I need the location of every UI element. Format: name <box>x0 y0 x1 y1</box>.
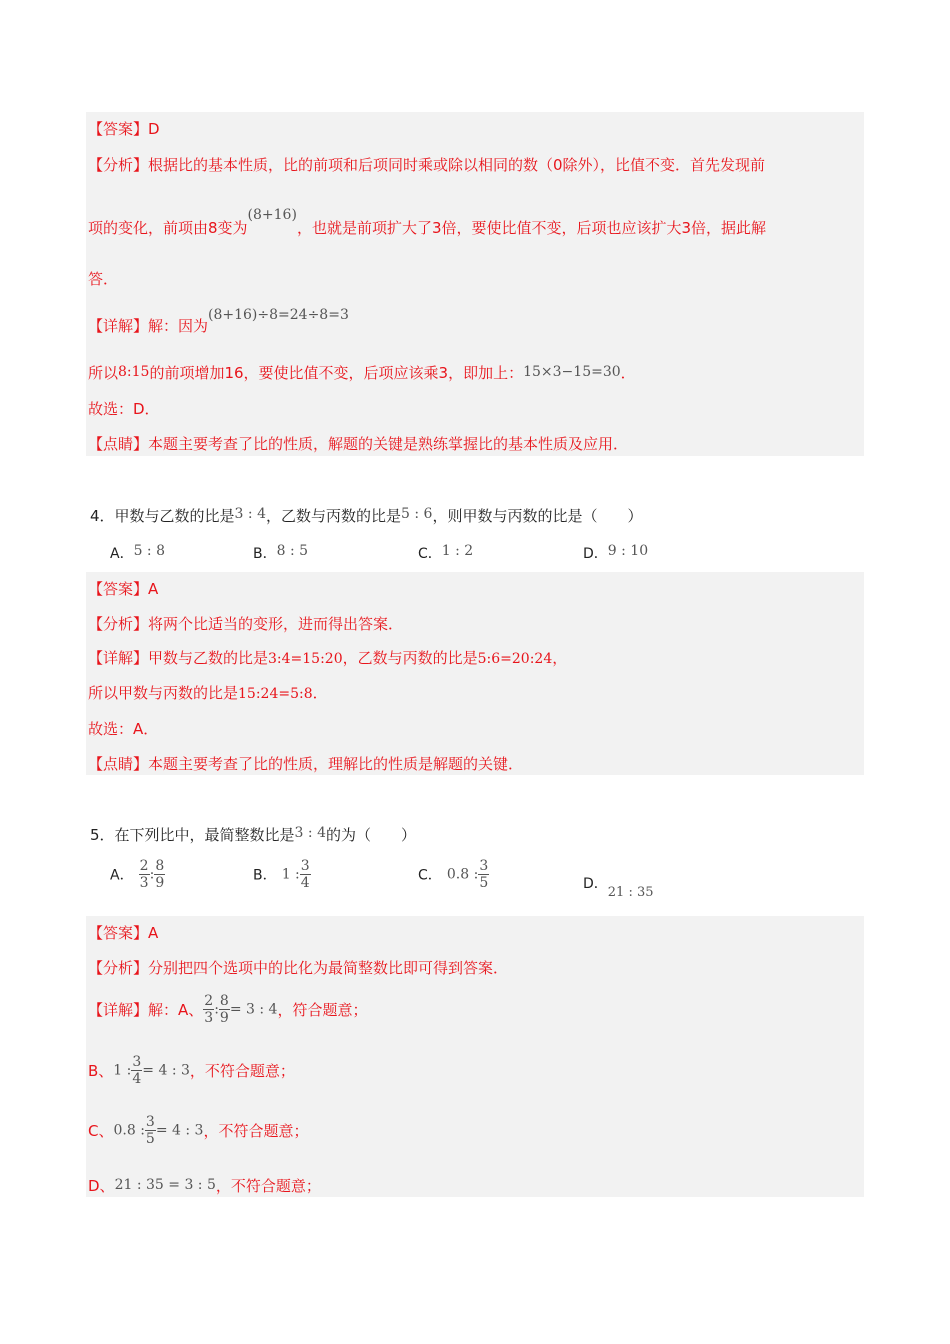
q5-option-b-fraction <box>300 858 311 891</box>
q4-option-b-label: B． <box>253 546 277 562</box>
q5-option-c-num: 3 <box>479 858 489 874</box>
q5-line-c-fraction <box>145 1114 156 1147</box>
q5-line-c-pre: 0.8 : <box>113 1122 145 1139</box>
q5-option-d-label: D． <box>583 876 608 892</box>
q5-detail-result: = 3 : 4 <box>229 1001 278 1018</box>
q4-stem-ratio-1: 3 : 4 <box>234 506 266 522</box>
q5-line-b-result: = 4 : 3 <box>142 1062 190 1079</box>
q5-option-a-fraction-2 <box>154 858 165 891</box>
q5-detail-text-b: ，符合题意； <box>277 1001 368 1019</box>
q4-stem-text-b: ，乙数与丙数的比是 <box>265 507 401 525</box>
q5-line-b-text-a: B、 <box>88 1062 114 1080</box>
q5-detail-sep: : <box>214 1001 219 1018</box>
q3-answer: 【答案】D <box>88 120 160 138</box>
answer-box-q4 <box>86 572 864 775</box>
q5-line-b-den: 4 <box>132 1071 142 1087</box>
q4-option-d-value: 9 : 10 <box>607 543 649 559</box>
q4-detail <box>88 647 567 668</box>
q5-option-d[interactable] <box>583 873 654 900</box>
q4-line2-math: 15:24=5:8 <box>238 686 313 702</box>
q5-option-a-f2-den: 9 <box>155 875 165 891</box>
q5-option-a-sep: : <box>149 866 155 883</box>
q5-answer: 【答案】A <box>88 924 159 942</box>
q5-line-c-result: = 4 : 3 <box>155 1122 204 1139</box>
q3-analysis-text-a: 项的变化，前项由8变为 <box>88 219 248 237</box>
q5-option-a-label: A． <box>110 867 134 884</box>
q5-line-b-fraction <box>131 1054 142 1087</box>
q4-detail-text-a: 【详解】甲数与乙数的比是 <box>88 649 269 667</box>
q5-option-b-den: 4 <box>300 875 310 891</box>
q5-option-a-f2-num: 8 <box>155 858 165 874</box>
q5-option-a-fraction-1 <box>139 858 150 891</box>
q4-detail-text-b: ，乙数与丙数的比是 <box>342 649 478 667</box>
q4-stem-text-a: 4．甲数与乙数的比是 <box>90 507 235 525</box>
q5-option-a-f1-den: 3 <box>139 875 149 891</box>
q5-stem-text-a: 5．在下列比中，最简整数比是 <box>90 826 295 844</box>
q5-stem-ratio: 3 : 4 <box>294 825 326 841</box>
q5-detail-fraction-2 <box>219 993 230 1026</box>
q5-option-b-num: 3 <box>300 858 310 874</box>
q4-analysis: 【分析】将两个比适当的变形，进而得出答案． <box>88 615 404 633</box>
q3-line2-math: 15×3−15=30 <box>523 364 621 380</box>
q5-option-c-pre: 0.8 : <box>446 866 479 883</box>
q5-detail-f1-num: 2 <box>204 993 214 1009</box>
q5-option-d-value: 21 : 35 <box>607 885 654 900</box>
q3-analysis-math: (8+16) <box>247 207 297 223</box>
q4-detail-math-1: 3:4=15:20 <box>268 651 343 667</box>
q3-line2-text-c: ． <box>620 364 636 382</box>
q4-option-d-label: D． <box>583 546 608 562</box>
q5-line-d-math: 21 : 35 = 3 : 5 <box>114 1177 216 1193</box>
q3-analysis-line1: 【分析】根据比的基本性质，比的前项和后项同时乘或除以相同的数（0除外），比值不变．首先发现前 <box>88 156 766 174</box>
q4-option-d[interactable] <box>583 540 648 560</box>
q4-line2-text-a: 所以甲数与丙数的比是 <box>88 684 239 702</box>
q5-line-d-text-b: ，不符合题意； <box>215 1177 321 1195</box>
q4-detail-math-2: 5:6=20:24 <box>477 651 553 667</box>
q4-stem-ratio-2: 5 : 6 <box>401 506 433 522</box>
q5-option-c-den: 5 <box>479 875 489 891</box>
q5-option-b-pre: 1 : <box>281 866 300 883</box>
q3-line2-text-b: 的前项增加16，要使比值不变，后项应该乘3，即加上： <box>149 364 524 382</box>
q4-stem <box>90 505 642 526</box>
q5-detail <box>88 993 367 1026</box>
q4-option-b[interactable] <box>253 540 308 560</box>
q5-line-c-den: 5 <box>145 1131 155 1147</box>
q5-detail-f2-den: 9 <box>219 1010 229 1026</box>
q5-option-c[interactable] <box>418 858 489 891</box>
q5-line-c-text-a: C、 <box>88 1122 114 1140</box>
q4-option-c[interactable] <box>418 540 473 560</box>
q5-stem-text-b: 的为（ ） <box>325 826 416 844</box>
q4-detail-line2 <box>88 682 328 703</box>
q5-detail-f2-num: 8 <box>219 993 229 1009</box>
q3-detail-line2 <box>88 362 636 383</box>
q4-option-c-label: C． <box>418 546 442 562</box>
q4-line2-text-b: ． <box>312 684 328 702</box>
q3-analysis-text-b: ，也就是前项扩大了3倍，要使比值不变，后项也应该扩大3倍，据此解 <box>296 219 767 237</box>
q5-detail-f1-den: 3 <box>204 1010 214 1026</box>
q4-option-a-label: A． <box>110 546 134 562</box>
q5-line-b-num: 3 <box>132 1054 142 1070</box>
q5-line-c-text-b: ，不符合题意； <box>203 1122 309 1140</box>
q5-line-b <box>88 1054 295 1087</box>
q3-detail-text: 【详解】解：因为 <box>88 317 209 335</box>
q4-option-a-value: 5 : 8 <box>133 543 166 559</box>
q3-line2-text-a: 所以 <box>88 364 119 382</box>
q3-analysis-line2 <box>88 205 767 237</box>
q4-option-a[interactable] <box>110 540 165 560</box>
q4-stem-text-c: ，则甲数与丙数的比是（ ） <box>432 507 643 525</box>
q5-stem <box>90 824 416 845</box>
q5-option-c-fraction <box>478 858 489 891</box>
q5-line-b-text-b: ，不符合题意； <box>189 1062 295 1080</box>
q3-detail-math: (8+16)÷8=24÷8=3 <box>208 307 349 323</box>
q5-line-d-text-a: D、 <box>88 1177 115 1195</box>
q5-line-b-pre: 1 : <box>113 1062 132 1079</box>
q3-line2-ratio: 8:15 <box>118 364 150 380</box>
q5-detail-fraction-1 <box>203 993 214 1026</box>
q4-comment: 【点睛】本题主要考查了比的性质，理解比的性质是解题的关键． <box>88 755 524 773</box>
q3-analysis-line3: 答． <box>88 270 119 288</box>
q5-detail-text-a: 【详解】解：A、 <box>88 1001 204 1019</box>
q5-analysis: 【分析】分别把四个选项中的比化为最简整数比即可得到答案． <box>88 959 509 977</box>
q3-choice: 故选：D． <box>88 400 160 418</box>
q5-option-a-f1-num: 2 <box>139 858 149 874</box>
q5-line-c-num: 3 <box>145 1114 155 1130</box>
q4-option-b-value: 8 : 5 <box>276 543 309 559</box>
q5-option-b-label: B． <box>253 867 277 884</box>
q4-choice: 故选：A． <box>88 720 159 738</box>
q5-line-d <box>88 1175 321 1196</box>
q3-detail <box>88 303 349 335</box>
q3-comment: 【点睛】本题主要考查了比的性质，解题的关键是熟练掌握比的基本性质及应用． <box>88 435 629 453</box>
q5-option-a[interactable] <box>110 858 165 891</box>
q4-option-c-value: 1 : 2 <box>441 543 474 559</box>
q5-option-b[interactable] <box>253 858 311 891</box>
q4-detail-text-c: ， <box>552 649 568 667</box>
q5-line-c <box>88 1114 308 1147</box>
q5-option-c-label: C． <box>418 867 442 884</box>
q4-answer: 【答案】A <box>88 580 159 598</box>
